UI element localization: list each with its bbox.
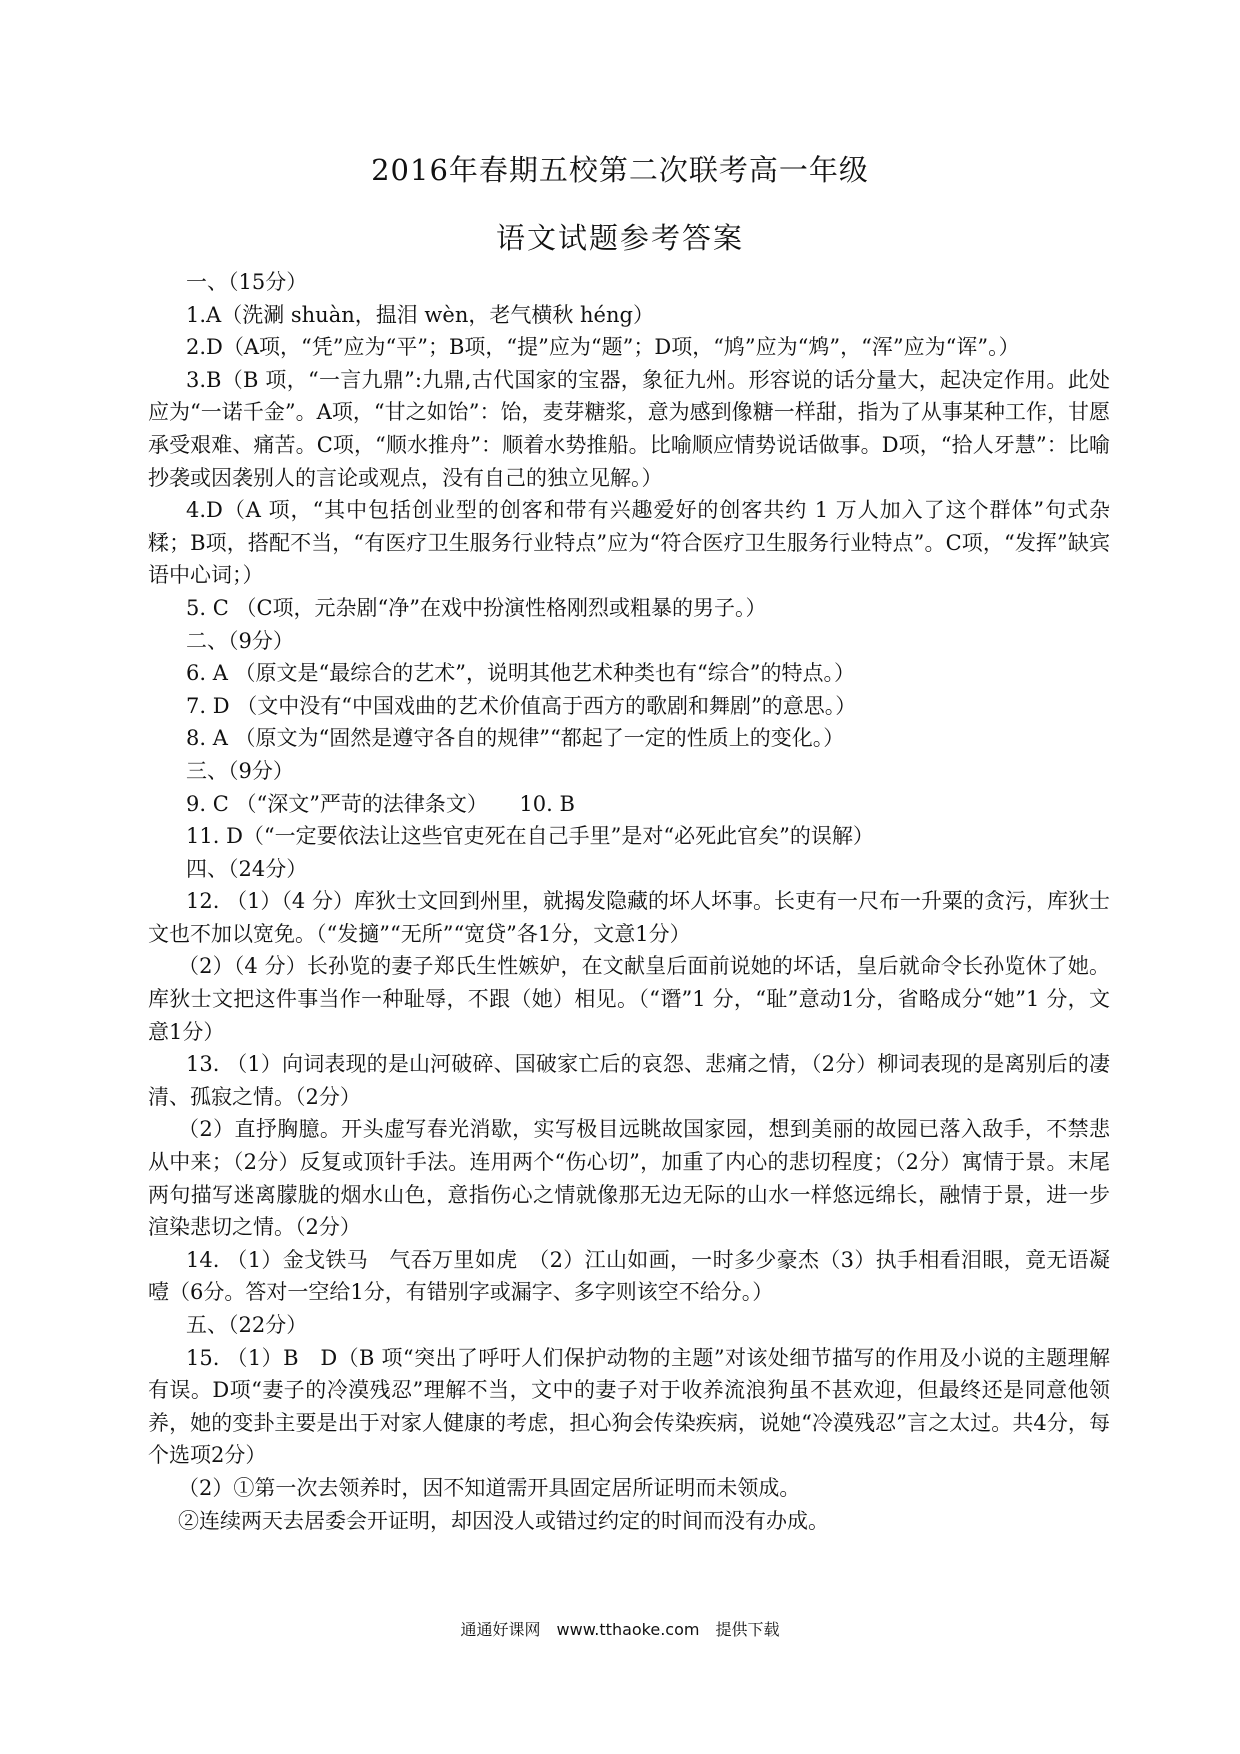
answer-paragraph: 7. D （文中没有“中国戏曲的艺术价值高于西方的歌剧和舞剧”的意思。）: [186, 693, 857, 718]
answer-paragraph: 5. C （C项，元杂剧“净”在戏中扮演性格刚烈或粗暴的男子。）: [186, 595, 767, 620]
answer-paragraph: 12. （1）（4 分）库狄士文回到州里，就揭发隐藏的坏人坏事。长吏有一尺布一升粟的贪污，库狄士文也不加以宽免。（“发擿”“无所”“宽贷”各1分，文意1分）: [148, 889, 1110, 946]
answer-paragraph: 四、（24分）: [186, 856, 308, 881]
answer-paragraph: 15. （1）B D（B 项“突出了呼吁人们保护动物的主题”对该处细节描写的作用及小说的主题理解有误。D项“妻子的冷漠残忍”理解不当，文中的妻子对于收养流浪狗虽不甚欢迎，但最终还是同意他领养，她的变卦主要是出于对家人健康的考虑，担心狗会传染疾病，说她“冷漠残忍”言之太过。共4分，每个选项2分）: [148, 1345, 1110, 1468]
answer-paragraph: 一、（15分）: [186, 270, 308, 294]
answer-paragraph: 五、（22分）: [186, 1313, 308, 1337]
answer-paragraph: 8. A （原文为“固然是遵守各自的规律”“都起了一定的性质上的变化。）: [186, 726, 845, 751]
answer-paragraph: 13. （1）向词表现的是山河破碎、国破家亡后的哀怨、悲痛之情，（2分）柳词表现的是离别后的凄清、孤寂之情。（2分）: [148, 1052, 1110, 1109]
exam-title: 2016年春期五校第二次联考高一年级: [371, 153, 869, 187]
answer-paragraph: 4.D（A 项，“其中包括创业型的创客和带有兴趣爱好的创客共约 1 万人加入了这个群体”句式杂糅；B项，搭配不当，“有医疗卫生服务行业特点”应为“符合医疗卫生服务行业特点”。C项，“发挥”缺宾语中心词；）: [148, 498, 1110, 588]
answer-paragraph: 14. （1）金戈铁马 气吞万里如虎 （2）江山如画，一时多少豪杰（3）执手相看泪眼，竟无语凝噎（6分。答对一空给1分，有错别字或漏字、多字则该空不给分。）: [148, 1247, 1110, 1305]
answer-paragraph: （2）直抒胸臆。开头虚写春光消歇，实写极目远眺故国家园，想到美丽的故园已落入敌手，不禁悲从中来；（2分）反复或顶针手法。连用两个“伤心切”，加重了内心的悲切程度；（2分）寓情于景。末尾两句描写迷离朦胧的烟水山色，意指伤心之情就像那无边无际的山水一样悠远绵长，融情于景，进一步渲染悲切之情。（2分）: [148, 1117, 1110, 1240]
answer-paragraph: 2.D（A项，“凭”应为“平”；B项，“提”应为“题”；D项，“鸠”应为“鸩”，“浑”应为“诨”。）: [186, 335, 1020, 360]
answer-paragraph: 二、（9分）: [186, 628, 294, 653]
answer-paragraph: 1.A（洗涮 shuàn，揾泪 wèn，老气横秋 héng）: [186, 302, 654, 327]
answer-paragraph: （2）（4 分）长孙览的妻子郑氏生性嫉妒，在文献皇后面前说她的坏话，皇后就命令长孙览休了她。库狄士文把这件事当作一种耻辱，不跟（她）相见。（“谮”1 分，“耻”意动1分，省略成分“她”1 分，文意1分）: [148, 954, 1110, 1044]
document-subtitle: 语文试题参考答案: [495, 221, 744, 255]
answer-paragraph: 3.B（B 项，“一言九鼎”:九鼎,古代国家的宝器，象征九州。形容说的话分量大，起决定作用。此处应为“一诺千金”。A项，“甘之如饴”：饴，麦芽糖浆，意为感到像糖一样甜，指为了从事某种工作，甘愿承受艰难、痛苦。C项，“顺水推舟”：顺着水势推船。比喻顺应情势说话做事。D项，“拾人牙慧”：比喻抄袭或因袭别人的言论或观点，没有自己的独立见解。）: [148, 367, 1110, 490]
answer-paragraph: 9. C （“深文”严苛的法律条文） 10. B: [186, 791, 575, 816]
answer-paragraph: ②连续两天去居委会开证明，却因没人或错过约定的时间而没有办成。: [178, 1508, 829, 1533]
page-footer: 通通好课网 www.tthaoke.com 提供下载: [460, 1620, 780, 1639]
answer-paragraph: 三、（9分）: [186, 758, 294, 783]
answer-paragraph: （2）①第一次去领养时，因不知道需开具固定居所证明而未领成。: [178, 1475, 801, 1500]
answer-paragraph: 11. D（“一定要依法让这些官吏死在自己手里”是对“必死此官矣”的误解）: [186, 824, 874, 849]
answer-paragraph: 6. A （原文是“最综合的艺术”，说明其他艺术种类也有“综合”的特点。）: [186, 661, 855, 686]
answer-body: [148, 266, 1110, 1537]
